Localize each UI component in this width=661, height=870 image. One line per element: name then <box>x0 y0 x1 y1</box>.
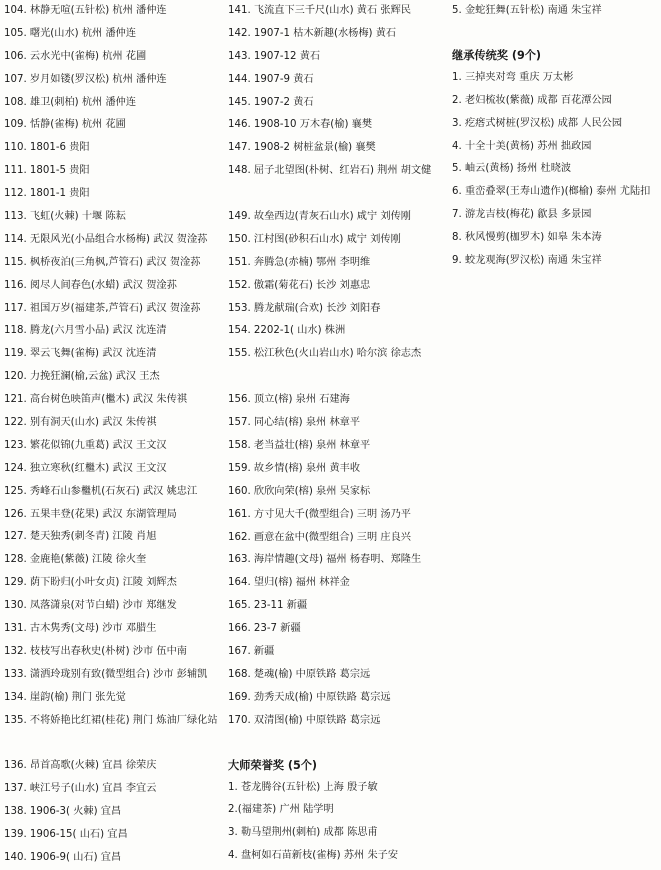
list-item: 113. 飞虹(火棘) 十堰 陈耘 <box>4 211 126 223</box>
list-item: 140. 1906-9( 山石) 宜昌 <box>4 851 122 863</box>
column-3 <box>452 0 660 273</box>
list-item: 130. 凤落潇泉(对节白蜡) 沙市 郑继发 <box>4 600 177 612</box>
list-item: 169. 劲秀天成(榆) 中原铁路 葛宗远 <box>228 691 391 703</box>
list-item: 168. 楚魂(榆) 中原铁路 葛宗远 <box>228 668 371 680</box>
list-item: 120. 力挽狂澜(榆,云盆) 武汉 王杰 <box>4 371 160 383</box>
list-item: 118. 腾龙(六月雪小品) 武汉 沈连清 <box>4 325 167 337</box>
list-item: 166. 23-7 新疆 <box>228 623 301 635</box>
list-item: 160. 欣欣向荣(榕) 泉州 吴家标 <box>228 485 371 497</box>
list-item: 4. 盘柯如石苗新枝(雀梅) 苏州 朱子安 <box>228 850 399 862</box>
list-item: 104. 林静无喧(五针松) 杭州 潘仲连 <box>4 5 167 16</box>
list-item: 167. 新疆 <box>228 645 275 657</box>
list-item: 5. 岫云(黄杨) 扬州 杜晓波 <box>452 163 572 175</box>
list-item: 148. 屈子北望图(朴树、红岩石) 荆州 胡文健 <box>228 165 432 177</box>
list-item: 136. 昂首高歌(火棘) 宜昌 徐荣庆 <box>4 760 157 772</box>
list-item: 127. 楚天独秀(刺冬青) 江陵 肖旭 <box>4 531 157 543</box>
list-item: 135. 不将娇艳比红裙(桂花) 荆门 炼油厂绿化站 <box>4 714 218 726</box>
list-item: 150. 江村图(砂积石山水) 咸宁 刘传刚 <box>228 233 401 245</box>
list-item: 109. 恬静(雀梅) 杭州 花圃 <box>4 119 126 131</box>
list-item: 154. 2202-1( 山水) 株洲 <box>228 325 346 337</box>
list-item: 124. 独立寒秋(红檵木) 武汉 王文汉 <box>4 462 167 474</box>
list-item: 114. 无限风光(小品组合水杨梅) 武汉 贺淦荪 <box>4 233 208 245</box>
list-item: 128. 金鹿艳(紫薇) 江陵 徐火奎 <box>4 554 147 566</box>
list-item: 2.(福建茶) 广州 陆学明 <box>228 804 334 816</box>
list-item: 105. 曙光(山水) 杭州 潘仲连 <box>4 27 137 39</box>
list-item: 6. 重峦叠翠(王寿山遗作)(榔榆) 泰州 尤陆扣 <box>452 186 651 198</box>
list-item: 106. 云水光中(雀梅) 杭州 花圃 <box>4 50 147 62</box>
list-item: 121. 高台树色映笛声(檵木) 武汉 朱传祺 <box>4 394 187 406</box>
list-item: 159. 故乡情(榕) 泉州 黄丰收 <box>228 462 361 474</box>
list-item: 162. 画意在盆中(微型组合) 三明 庄良兴 <box>228 531 411 543</box>
list-item: 126. 五果丰登(花果) 武汉 东湖管理局 <box>4 508 177 520</box>
list-item: 170. 双清图(榆) 中原铁路 葛宗远 <box>228 714 381 726</box>
list-item: 5. 金蛇狂舞(五针松) 南通 朱宝祥 <box>452 5 602 16</box>
list-item: 3. 疙瘩式树桩(罗汉松) 成都 人民公园 <box>452 117 623 129</box>
list-item: 7. 游龙吉枝(梅花) 歙县 多景园 <box>452 209 592 221</box>
list-item: 164. 望归(榕) 福州 林祥金 <box>228 577 350 589</box>
list-item: 138. 1906-3( 火棘) 宜昌 <box>4 806 122 818</box>
list-item: 143. 1907-12 黄石 <box>228 50 321 62</box>
list-item: 115. 枫桥夜泊(三角枫,芦管石) 武汉 贺淦荪 <box>4 256 201 268</box>
column-1 <box>4 0 224 870</box>
list-item: 142. 1907-1 枯木新趣(水杨梅) 黄石 <box>228 27 397 39</box>
list-item: 4. 十全十美(黄杨) 苏州 拙政园 <box>452 140 592 152</box>
list-item: 144. 1907-9 黄石 <box>228 73 314 85</box>
list-item: 156. 顶立(榕) 泉州 石建海 <box>228 394 350 406</box>
list-item: 141. 飞流直下三千尺(山水) 黄石 张辉民 <box>228 5 411 16</box>
list-item: 129. 荫下盼归(小叶女贞) 江陵 刘辉杰 <box>4 577 177 589</box>
list-item: 122. 别有洞天(山水) 武汉 朱传祺 <box>4 417 157 429</box>
column-2 <box>228 0 450 868</box>
list-item: 117. 祖国万岁(福建茶,芦管石) 武汉 贺淦荪 <box>4 302 201 314</box>
list-item: 153. 腾龙献瑞(合欢) 长沙 刘阳春 <box>228 302 381 314</box>
list-item: 111. 1801-5 贵阳 <box>4 165 90 177</box>
section-title: 大师荣誉奖 (5个) <box>228 758 318 772</box>
list-item: 149. 故垒西边(青灰石山水) 咸宁 刘传刚 <box>228 211 411 223</box>
list-item: 3. 勒马望荆州(刺柏) 成都 陈思甫 <box>228 827 378 839</box>
list-item: 157. 同心结(榕) 泉州 林章平 <box>228 417 361 429</box>
list-item: 145. 1907-2 黄石 <box>228 96 314 108</box>
list-item: 152. 傲霜(菊花石) 长沙 刘惠忠 <box>228 279 371 291</box>
list-item: 147. 1908-2 树桩盆景(榆) 襄樊 <box>228 142 376 154</box>
list-item: 110. 1801-6 贵阳 <box>4 142 90 154</box>
list-item: 1. 三掉夹对弯 重庆 万太彬 <box>452 71 574 83</box>
list-item: 8. 秋风慢剪(枷罗木) 如皋 朱本涛 <box>452 232 602 244</box>
list-item: 134. 崖韵(榆) 荆门 张先觉 <box>4 691 126 703</box>
list-item: 131. 古木隽秀(文母) 沙市 邓腊生 <box>4 623 157 635</box>
list-item: 116. 阅尽人间春色(水蜡) 武汉 贺淦荪 <box>4 279 177 291</box>
list-item: 108. 雄卫(刺柏) 杭州 潘仲连 <box>4 96 137 108</box>
list-item: 107. 岁月如镂(罗汉松) 杭州 潘仲连 <box>4 73 167 85</box>
list-item: 158. 老当益壮(榕) 泉州 林章平 <box>228 439 371 451</box>
list-item: 146. 1908-10 万木春(榆) 襄樊 <box>228 119 373 131</box>
list-item: 119. 翠云飞舞(雀梅) 武汉 沈连清 <box>4 348 157 360</box>
list-item: 125. 秀峰石山参檵机(石灰石) 武汉 姚忠江 <box>4 485 198 497</box>
list-item: 137. 峡江号子(山水) 宜昌 李宜云 <box>4 783 157 795</box>
list-item: 155. 松江秋色(火山岩山水) 哈尔滨 徐志杰 <box>228 348 422 360</box>
list-item: 133. 潇洒玲珑别有致(微型组合) 沙市 彭辅凯 <box>4 668 208 680</box>
list-item: 132. 枝枝写出春秋史(朴树) 沙市 伍中南 <box>4 645 187 657</box>
list-item: 151. 奔腾急(赤楠) 鄂州 李明维 <box>228 256 371 268</box>
list-item: 1. 苍龙腾谷(五针松) 上海 殷子敏 <box>228 781 378 793</box>
list-item: 2. 老妇梳妆(紫薇) 成都 百花潭公园 <box>452 94 612 106</box>
list-item: 161. 方寸见大千(微型组合) 三明 汤乃平 <box>228 508 411 520</box>
list-item: 123. 繁花似锦(九重葛) 武汉 王文汉 <box>4 439 167 451</box>
list-item: 139. 1906-15( 山石) 宜昌 <box>4 829 128 841</box>
list-item: 163. 海岸情趣(文母) 福州 杨春明、郑隆生 <box>228 554 422 566</box>
list-item: 112. 1801-1 贵阳 <box>4 188 90 200</box>
section-title: 继承传统奖 (9个) <box>452 48 542 62</box>
list-item: 9. 蛟龙观海(罗汉松) 南通 朱宝祥 <box>452 255 602 267</box>
list-item: 165. 23-11 新疆 <box>228 600 308 612</box>
